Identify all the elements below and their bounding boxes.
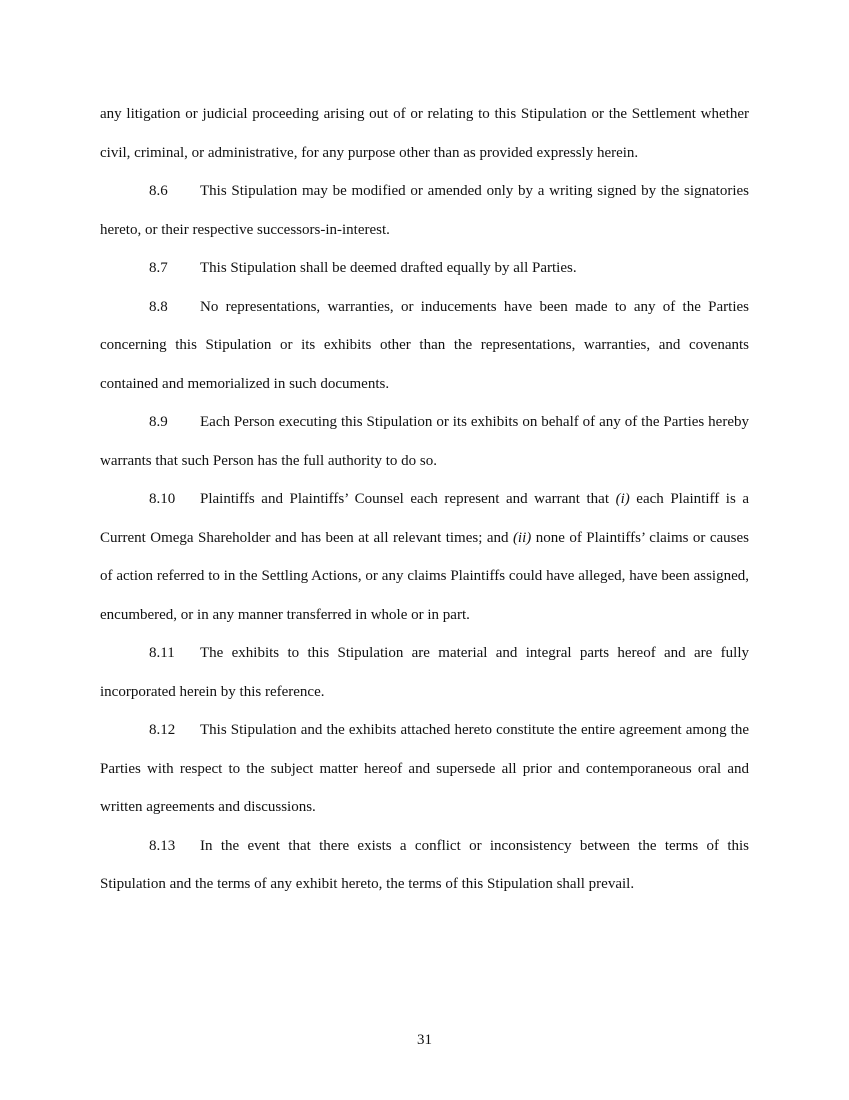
section-8-7	[100, 249, 749, 288]
section-8-11	[100, 634, 749, 711]
section-8-9	[100, 403, 749, 480]
section-number: 8.9	[149, 414, 168, 430]
section-text: In the event that there exists a conflict or inconsistency between the terms of this Stipulation and the terms of any exhibit hereto, the terms of this Stipulation shall prevail.	[100, 837, 749, 892]
section-text: No representations, warranties, or inducements have been made to any of the Parties concerning this Stipulation or its exhibits other than the representations, warranties, and covenants contained and memorialized in such documents.	[100, 298, 749, 392]
section-number: 8.11	[149, 645, 175, 661]
italic-marker-ii: (ii)	[512, 529, 532, 546]
section-text-part-1: Plaintiffs and Plaintiffs’ Counsel each represent and warrant that	[200, 491, 616, 507]
section-text: Each Person executing this Stipulation or its exhibits on behalf of any of the Parties hereby warrants that such Person has the full authority to do so.	[100, 414, 749, 469]
section-8-13	[100, 827, 749, 904]
section-number: 8.13	[149, 837, 176, 854]
section-8-6	[100, 172, 749, 249]
document-body	[100, 95, 749, 904]
section-8-8	[100, 288, 749, 404]
section-8-10	[100, 480, 749, 634]
page-number: 31	[417, 1032, 432, 1048]
continuation-paragraph	[100, 95, 749, 172]
section-number: 8.7	[149, 260, 168, 276]
section-number: 8.8	[149, 298, 168, 315]
section-number: 8.6	[149, 183, 168, 199]
section-8-12	[100, 711, 749, 827]
section-text-part-2: each Plaintiff is a Current Omega Shareholder and has been at all relevant times; and	[100, 491, 750, 546]
italic-marker-i: (i)	[615, 491, 630, 507]
section-text: The exhibits to this Stipulation are material and integral parts hereof and are fully incorporated herein by this reference.	[100, 645, 749, 700]
continuation-text: any litigation or judicial proceeding arising out of or relating to this Stipulation or the Settlement whether civil, criminal, or administrative, for any purpose other than as provided expressly herein.	[100, 106, 749, 161]
section-text: This Stipulation and the exhibits attached hereto constitute the entire agreement among the Parties with respect to the subject matter hereof and supersede all prior and contemporaneous oral and written agreements and discussions.	[100, 722, 749, 815]
section-number: 8.10	[149, 491, 176, 507]
section-text: This Stipulation shall be deemed drafted equally by all Parties.	[200, 260, 577, 276]
section-number: 8.12	[149, 722, 176, 738]
section-text: This Stipulation may be modified or amended only by a writing signed by the signatories hereto, or their respective successors-in-interest.	[100, 183, 749, 238]
section-text-part-3: none of Plaintiffs’ claims or causes of action referred to in the Settling Actions, or any claims Plaintiffs could have alleged, have been assigned, encumbered, or in any manner transferred in whole or in part.	[100, 529, 749, 623]
